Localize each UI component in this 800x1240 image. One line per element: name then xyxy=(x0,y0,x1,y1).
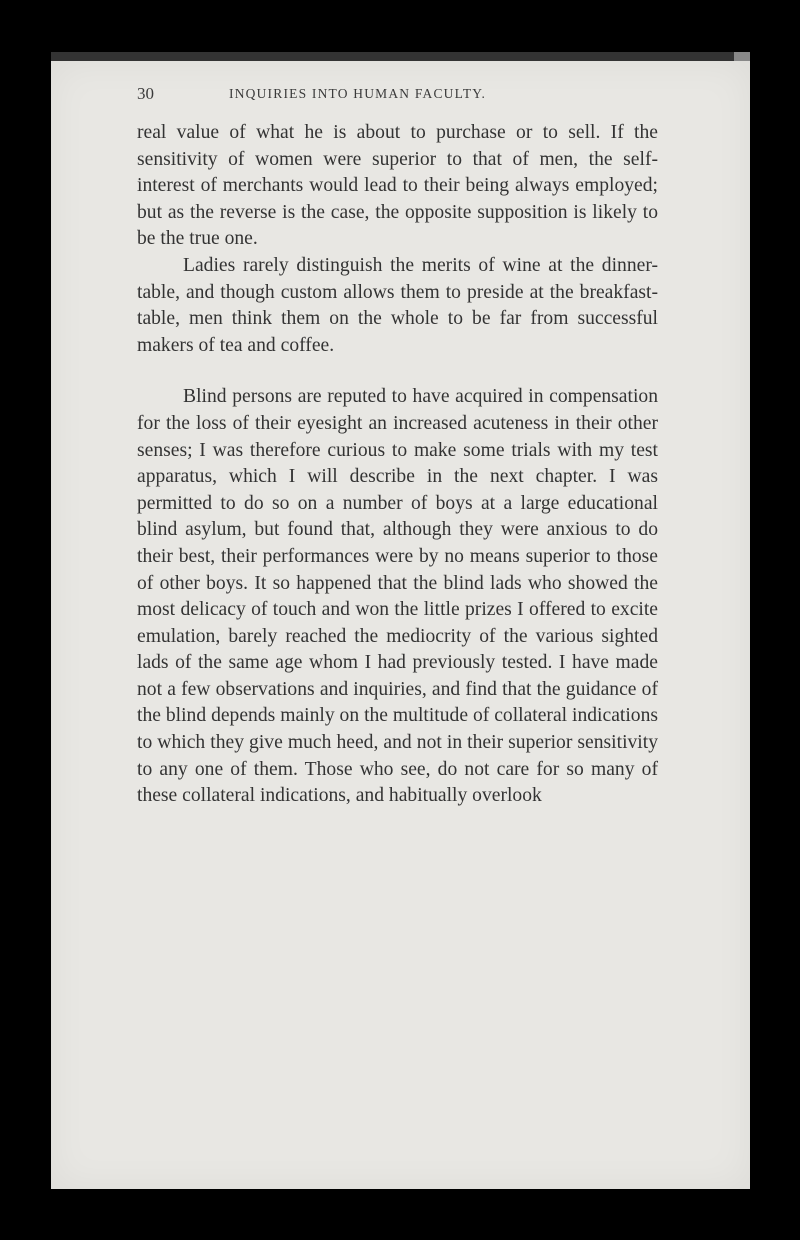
running-title: INQUIRIES INTO HUMAN FACULTY. xyxy=(229,86,487,101)
paragraph-ladies: Ladies rarely distinguish the merits of wine at the dinner-table, and though custom allows them to preside at the breakfast-table, men think them on the whole to be far from successful makers of tea and coffee. xyxy=(137,254,658,356)
paragraph-blind-persons: Blind persons are reputed to have acquired in compensation for the loss of their eyesight an increased acuteness in their other senses; I was therefore curious to make some trials with my test apparatus, which I will describe in the next chapter. I was permitted to do so on a number of boys at a large educational blind asylum, but found that, although they were anxious to do their best, their performances were by no means superior to those of other boys. It so happened that the blind lads who showed the most delicacy of touch and won the little prizes I offered to excite emulation, barely reached the mediocrity of the various sighted lads of the same age whom I had previously tested. I have made not a few observations and inquiries, and find that the guidance of the blind depends mainly on the multitude of collateral indications to which they give much heed, and not in their superior sensitivity to any one of them. Those who see, do not care for so many of these collateral indications, and habitually overlook xyxy=(137,386,658,807)
page-body xyxy=(137,120,658,810)
page-top-edge xyxy=(51,52,750,61)
paragraph-continuation: real value of what he is about to purchase or to sell. If the sensitivity of women were superior to that of men, the self-interest of merchants would lead to their being always employed; but as the reverse is the case, the opposite supposition is likely to be the true one. xyxy=(137,122,658,250)
page-number: 30 xyxy=(137,84,154,103)
